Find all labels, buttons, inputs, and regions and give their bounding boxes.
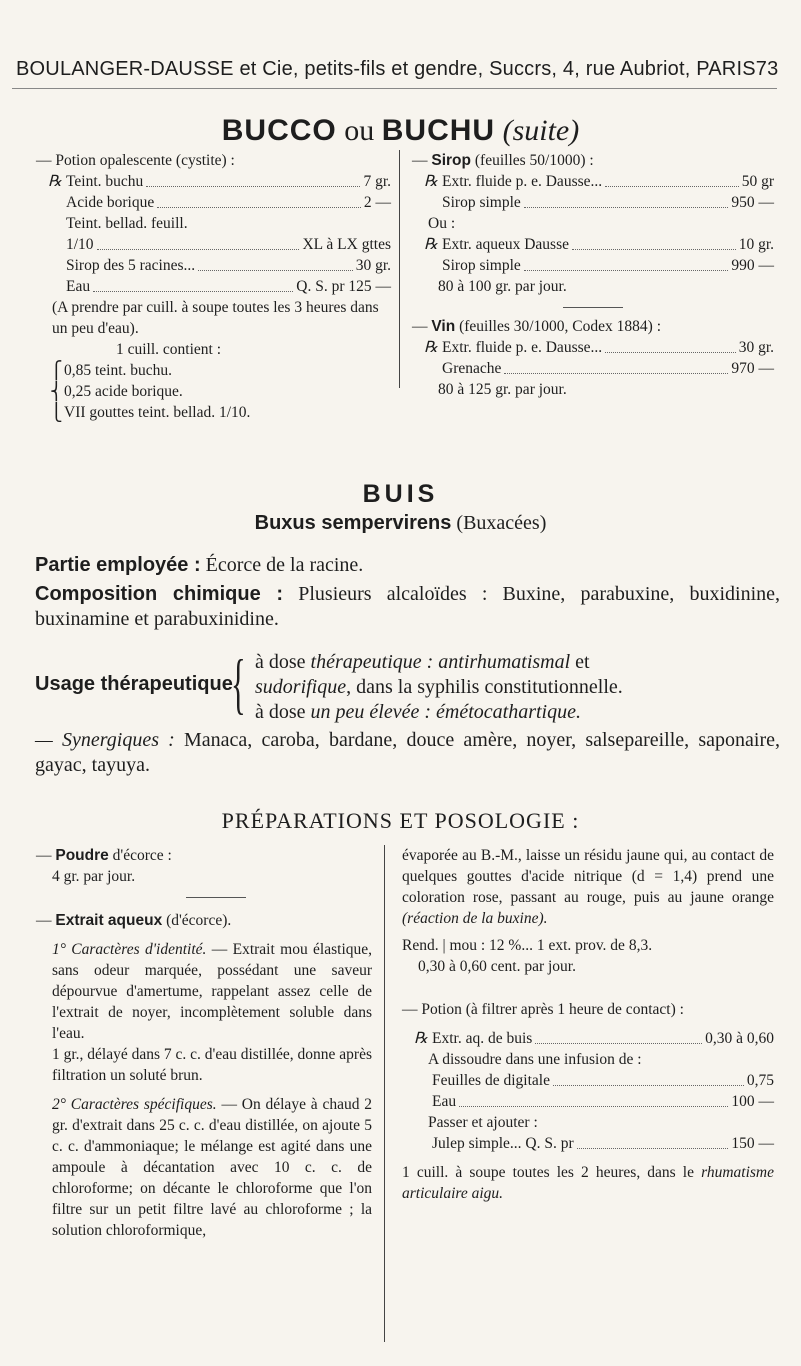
title-suite: (suite) bbox=[502, 114, 580, 147]
brace-glyph: ⎧ bbox=[50, 361, 63, 380]
ingredient-quantity: 970 — bbox=[731, 360, 774, 377]
usage-line-2 bbox=[255, 675, 623, 700]
ingredient-name: Teint. bellad. feuill. bbox=[66, 215, 188, 232]
recipe-symbol: ℞ bbox=[424, 339, 438, 356]
ingredient-quantity: 50 gr bbox=[741, 173, 774, 190]
passer: Passer et ajouter : bbox=[428, 1114, 538, 1131]
ingredient-quantity: 7 gr. bbox=[363, 173, 391, 190]
formula-row bbox=[402, 1133, 774, 1154]
composition-value: Plusieurs alcaloïdes : Buxine, parabuxine, buxidinine, buxinamine et parabuxinidine. bbox=[35, 583, 781, 630]
ingredient-quantity: Q. S. pr 125 — bbox=[296, 278, 391, 295]
potion-opalescente-block bbox=[36, 150, 391, 423]
synergiques-label: — Synergiques : bbox=[35, 729, 175, 751]
rhumatisme-articulaire: rhumatisme articulaire aigu. bbox=[402, 1164, 774, 1202]
ingredient-name: Extr. fluide p. e. Dausse... bbox=[442, 173, 603, 190]
ingredient-name: 1/10 bbox=[66, 236, 94, 253]
ingredient-name: Acide borique bbox=[66, 194, 155, 211]
formula-row bbox=[412, 192, 774, 213]
vin-rows bbox=[412, 337, 774, 379]
content-text: VII gouttes teint. bellad. 1/10. bbox=[64, 404, 251, 421]
formula-row bbox=[36, 234, 391, 255]
content-item bbox=[36, 381, 391, 402]
sirop-label: Sirop bbox=[431, 152, 471, 169]
caracteres-identite-2: 1 gr., délayé dans 7 c. c. d'eau distillée, donne après filtration un soluté brun. bbox=[52, 1046, 373, 1084]
ingredient-quantity: 30 gr. bbox=[355, 257, 391, 274]
recipe-symbol bbox=[48, 276, 66, 297]
extrait-heading: — Extrait aqueux (d'écorce). bbox=[36, 912, 232, 929]
caracteres-specifiques-cont bbox=[402, 845, 774, 929]
title-buchu: BUCHU bbox=[381, 114, 496, 147]
formula-row bbox=[36, 276, 391, 297]
recipe-symbol bbox=[48, 234, 66, 255]
partie-label: Partie employée : bbox=[35, 554, 201, 576]
recipe-symbol bbox=[48, 255, 66, 276]
prep-potion-rows-3 bbox=[402, 1133, 774, 1154]
dot-leader bbox=[605, 171, 739, 187]
formula-row bbox=[412, 337, 774, 358]
content-item bbox=[36, 360, 391, 381]
dot-leader bbox=[198, 255, 353, 271]
prep-potion-rows-1 bbox=[402, 1028, 774, 1049]
vin-heading: — Vin (feuilles 30/1000, Codex 1884) : bbox=[412, 318, 661, 335]
latin-name: Buxus sempervirens bbox=[254, 512, 452, 534]
potion-contents bbox=[36, 360, 391, 423]
recipe-symbol: ℞ bbox=[48, 173, 62, 190]
recipe-symbol: ℞ bbox=[424, 236, 438, 253]
running-head bbox=[16, 58, 779, 81]
divider-rule bbox=[563, 307, 623, 308]
formula-row bbox=[36, 192, 391, 213]
ingredient-quantity: 150 — bbox=[731, 1135, 774, 1152]
sirop-rows-2 bbox=[412, 234, 774, 276]
recipe-symbol bbox=[414, 1133, 432, 1154]
section-title-bucco bbox=[0, 114, 801, 148]
content-text: 0,25 acide borique. bbox=[64, 383, 183, 400]
ingredient-name: Grenache bbox=[442, 360, 502, 377]
column-divider-2 bbox=[384, 845, 385, 1342]
potion-dose-text: 1 cuill. à soupe toutes les 2 heures, dans le bbox=[402, 1164, 702, 1181]
potion-rows bbox=[36, 171, 391, 297]
ingredient-name: Extr. aq. de buis bbox=[432, 1030, 533, 1047]
usage-label: Usage thérapeutique bbox=[35, 673, 233, 695]
partie-value: Écorce de la racine. bbox=[205, 554, 364, 576]
dot-leader bbox=[605, 337, 736, 353]
ingredient-name: Extr. fluide p. e. Dausse... bbox=[442, 339, 603, 356]
divider-rule bbox=[186, 897, 246, 898]
synergiques-value: Manaca, caroba, bardane, douce amère, noyer, salsepareille, saponaire, gayac, tayuya. bbox=[35, 729, 780, 776]
recipe-symbol bbox=[414, 1070, 432, 1091]
formula-row bbox=[36, 213, 391, 234]
ingredient-quantity: 0,30 à 0,60 bbox=[705, 1030, 774, 1047]
ingredient-name: Julep simple... Q. S. pr bbox=[432, 1135, 574, 1152]
sirop-heading-rest: (feuilles 50/1000) : bbox=[474, 152, 594, 169]
ingredient-quantity: 950 — bbox=[731, 194, 774, 211]
caract-2-cont: évaporée au B.-M., laisse un résidu jaune qui, au contact de quelques gouttes d'acide nitrique (d = 1,4) prend une coloration rose, passant au rouge, puis au jaune orange bbox=[402, 847, 774, 906]
formula-row bbox=[402, 1028, 774, 1049]
formula-row bbox=[402, 1070, 774, 1091]
partie-employee bbox=[35, 553, 780, 578]
page-number: 73 bbox=[755, 58, 779, 80]
potion-note: (A prendre par cuill. à soupe toutes les 3 heures dans un peu d'eau). bbox=[52, 299, 379, 337]
caract-1-text: — Extrait mou élastique, sans odeur marquée, possédant une saveur dépourvue d'amertume, rappelant assez celle de l'extrait de noyer, incomplètement soluble dans l'eau. bbox=[52, 941, 373, 1042]
recipe-symbol bbox=[48, 213, 66, 234]
ingredient-name: Sirop des 5 racines... bbox=[66, 257, 196, 274]
usage-line-1 bbox=[255, 650, 623, 675]
caracteres-specifiques bbox=[36, 1094, 372, 1241]
usage-text: et bbox=[570, 651, 590, 673]
buis-latin-name bbox=[0, 512, 801, 535]
poudre-dose: 4 gr. par jour. bbox=[52, 868, 136, 885]
recipe-symbol: ℞ bbox=[414, 1030, 428, 1047]
dot-leader bbox=[146, 171, 360, 187]
ingredient-name: Eau bbox=[432, 1093, 457, 1110]
usage-text: à dose bbox=[255, 701, 311, 723]
ingredient-name: Extr. aqueux Dausse bbox=[442, 236, 569, 253]
ingredient-quantity: 2 — bbox=[363, 194, 391, 211]
formula-row bbox=[36, 171, 391, 192]
recipe-symbol: ℞ bbox=[424, 173, 438, 190]
sirop-ou: Ou : bbox=[428, 215, 456, 232]
formula-row bbox=[412, 255, 774, 276]
recipe-symbol bbox=[48, 192, 66, 213]
vin-dose: 80 à 125 gr. par jour. bbox=[438, 381, 567, 398]
section-title-buis: BUIS bbox=[362, 480, 439, 508]
poudre-heading: — Poudre d'écorce : bbox=[36, 847, 172, 864]
plant-family: (Buxacées) bbox=[456, 512, 547, 534]
column-divider bbox=[399, 150, 400, 388]
preparations-title: PRÉPARATIONS ET POSOLOGIE : bbox=[221, 808, 580, 833]
usage-text: sudorifique bbox=[255, 676, 347, 698]
poudre-label: Poudre bbox=[55, 847, 109, 864]
ingredient-quantity: 0,75 bbox=[746, 1072, 774, 1089]
caract-1-label: 1° Caractères d'identité. bbox=[52, 941, 207, 958]
poudre-rest: d'écorce : bbox=[112, 847, 172, 864]
ingredient-quantity: 10 gr. bbox=[738, 236, 774, 253]
usage-text: thérapeutique : antirhumatismal bbox=[310, 651, 571, 673]
brace-glyph: ⎨ bbox=[50, 382, 63, 401]
sirop-rows-1 bbox=[412, 171, 774, 213]
ingredient-quantity: 990 — bbox=[731, 257, 774, 274]
recipe-symbol bbox=[414, 1091, 432, 1112]
title-bucco: BUCCO bbox=[221, 114, 337, 147]
usage-line-3 bbox=[255, 700, 623, 725]
potion-note-2: 1 cuill. contient : bbox=[116, 341, 222, 358]
vin-label: Vin bbox=[431, 318, 456, 335]
caract-2-text: — On délaye à chaud 2 gr. d'extrait dans 25 c. c. d'eau distillée, on ajoute 5 c. c. d'ammoniaque; le mélange est agité dans une ampoule à décantation avec 10 c. c. de chloroforme; on décante le chloroforme que l'on filtre sur un petit filtre lavé au chloroforme ; la solution chloroformique, bbox=[52, 1096, 373, 1239]
dot-leader bbox=[157, 192, 361, 208]
dissoudre: A dissoudre dans une infusion de : bbox=[428, 1051, 642, 1068]
extrait-rest: (d'écorce). bbox=[166, 912, 232, 929]
dose-extrait: 0,30 à 0,60 cent. par jour. bbox=[418, 958, 576, 975]
sirop-vin-block bbox=[412, 150, 774, 400]
preparations-column-right bbox=[402, 845, 774, 1204]
reaction-buxine: (réaction de la buxine). bbox=[402, 910, 548, 927]
ingredient-name: Eau bbox=[66, 278, 91, 295]
vin-heading-rest: (feuilles 30/1000, Codex 1884) : bbox=[459, 318, 661, 335]
rendement: Rend. | mou : 12 %... 1 ext. prov. de 8,3. bbox=[402, 937, 653, 954]
synergiques bbox=[35, 728, 780, 778]
ingredient-name: Sirop simple bbox=[442, 194, 521, 211]
brace-glyph: ⎩ bbox=[50, 403, 63, 422]
running-head-rule bbox=[12, 88, 777, 89]
extrait-label: Extrait aqueux bbox=[55, 912, 163, 929]
dot-leader bbox=[572, 234, 736, 250]
caracteres-identite bbox=[36, 939, 372, 1044]
formula-row bbox=[412, 234, 774, 255]
dot-leader bbox=[459, 1091, 728, 1107]
recipe-symbol bbox=[424, 192, 442, 213]
preparations-column-left bbox=[36, 845, 372, 1241]
ingredient-name: Feuilles de digitale bbox=[432, 1072, 550, 1089]
usage-lines bbox=[255, 650, 623, 725]
dot-leader bbox=[504, 358, 728, 374]
composition-chimique bbox=[35, 582, 780, 632]
brace-glyph: { bbox=[231, 645, 246, 721]
sirop-dose: 80 à 100 gr. par jour. bbox=[438, 278, 567, 295]
dot-leader bbox=[524, 255, 729, 271]
caract-2-label: 2° Caractères spécifiques. bbox=[52, 1096, 217, 1113]
formula-row bbox=[412, 358, 774, 379]
dot-leader bbox=[191, 213, 388, 229]
dot-leader bbox=[577, 1133, 729, 1149]
dot-leader bbox=[535, 1028, 702, 1044]
formula-row bbox=[36, 255, 391, 276]
ingredient-name: Teint. buchu bbox=[66, 173, 144, 190]
dot-leader bbox=[524, 192, 729, 208]
formula-row bbox=[412, 171, 774, 192]
title-ou: ou bbox=[344, 114, 375, 147]
content-text: 0,85 teint. buchu. bbox=[64, 362, 173, 379]
composition-label: Composition chimique : bbox=[35, 583, 284, 605]
potion-heading-2: — Potion (à filtrer après 1 heure de contact) : bbox=[402, 1001, 684, 1018]
formula-row bbox=[402, 1091, 774, 1112]
recipe-symbol bbox=[424, 358, 442, 379]
sirop-heading: — Sirop (feuilles 50/1000) : bbox=[412, 152, 594, 169]
dot-leader bbox=[553, 1070, 744, 1086]
usage-text: un peu élevée : émétocathartique. bbox=[310, 701, 581, 723]
ingredient-name: Sirop simple bbox=[442, 257, 521, 274]
ingredient-quantity: 30 gr. bbox=[738, 339, 774, 356]
dot-leader bbox=[93, 276, 293, 292]
potion-dose bbox=[402, 1162, 774, 1204]
usage-text: à dose bbox=[255, 651, 311, 673]
content-item bbox=[36, 402, 391, 423]
dot-leader bbox=[97, 234, 300, 250]
ingredient-quantity: 100 — bbox=[731, 1093, 774, 1110]
usage-text: , dans la syphilis constitutionnelle. bbox=[346, 676, 623, 698]
prep-potion-rows-2 bbox=[402, 1070, 774, 1112]
recipe-symbol bbox=[424, 255, 442, 276]
potion-heading: — Potion opalescente (cystite) : bbox=[36, 152, 235, 169]
running-head-publisher: BOULANGER-DAUSSE et Cie, petits-fils et gendre, Succrs, 4, rue Aubriot, PARIS bbox=[16, 58, 756, 80]
ingredient-quantity: XL à LX gttes bbox=[302, 236, 391, 253]
